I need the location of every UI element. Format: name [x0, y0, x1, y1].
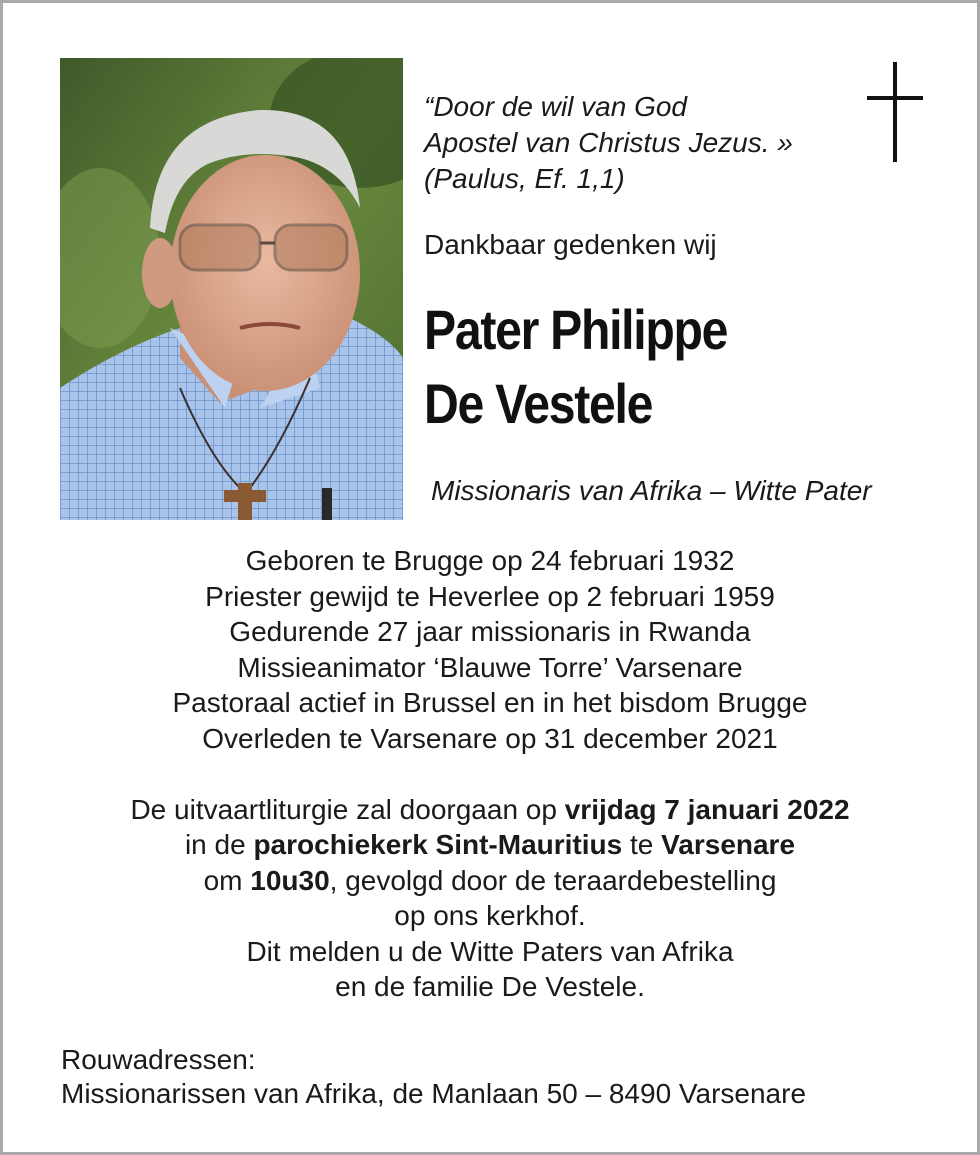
funeral-place: Varsenare [661, 829, 796, 861]
bio-line: Geboren te Brugge op 24 februari 1932 [245, 545, 735, 576]
funeral-text: De uitvaartliturgie zal doorgaan op [130, 794, 565, 825]
bio-line: Priester gewijd te Heverlee op 2 februari 1959 [205, 580, 775, 612]
funeral-text: , gevolgd door de teraardebestelling [329, 864, 777, 896]
funeral-line: op ons kerkhof. [394, 900, 586, 932]
name-line-1: Pater Philippe [424, 298, 728, 361]
funeral-text: in de [184, 829, 254, 861]
funeral-line [3, 792, 977, 827]
funeral-text: te [622, 829, 662, 861]
funeral-text: om [203, 864, 251, 896]
bio-line: Overleden te Varsenare op 31 december 2021 [202, 722, 778, 754]
intro-text: Dankbaar gedenken wij [424, 229, 717, 260]
address-label: Rouwadressen: [61, 1044, 256, 1075]
subtitle: Missionaris van Afrika – Witte Pater [431, 475, 872, 506]
name-line-2: De Vestele [424, 372, 653, 435]
funeral-line [3, 827, 977, 862]
bible-quote [424, 89, 793, 197]
funeral-details [3, 792, 977, 1004]
funeral-church: parochiekerk Sint-Mauritius [253, 829, 623, 861]
quote-line: “Door de wil van God [424, 91, 688, 122]
cross-icon [867, 62, 923, 162]
quote-source: (Paulus, Ef. 1,1) [424, 163, 625, 194]
address-line: Missionarissen van Afrika, de Manlaan 50 – 8490 Varsenare [61, 1078, 807, 1109]
bio-line: Pastoraal actief in Brussel en in het bisdom Brugge [172, 687, 808, 719]
funeral-time: 10u30 [250, 864, 330, 896]
funeral-line: Dit melden u de Witte Paters van Afrika [246, 935, 734, 967]
quote-line: Apostel van Christus Jezus. » [424, 127, 793, 158]
biography [3, 543, 977, 757]
bio-line: Missieanimator ‘Blauwe Torre’ Varsenare [237, 651, 743, 683]
funeral-line [3, 863, 977, 898]
funeral-line: en de familie De Vestele. [335, 971, 645, 1003]
funeral-date: vrijdag 7 januari 2022 [564, 794, 850, 825]
bio-line: Gedurende 27 jaar missionaris in Rwanda [229, 616, 751, 648]
condolence-address [61, 1043, 806, 1111]
deceased-name [424, 293, 727, 441]
portrait-photo [60, 58, 403, 520]
